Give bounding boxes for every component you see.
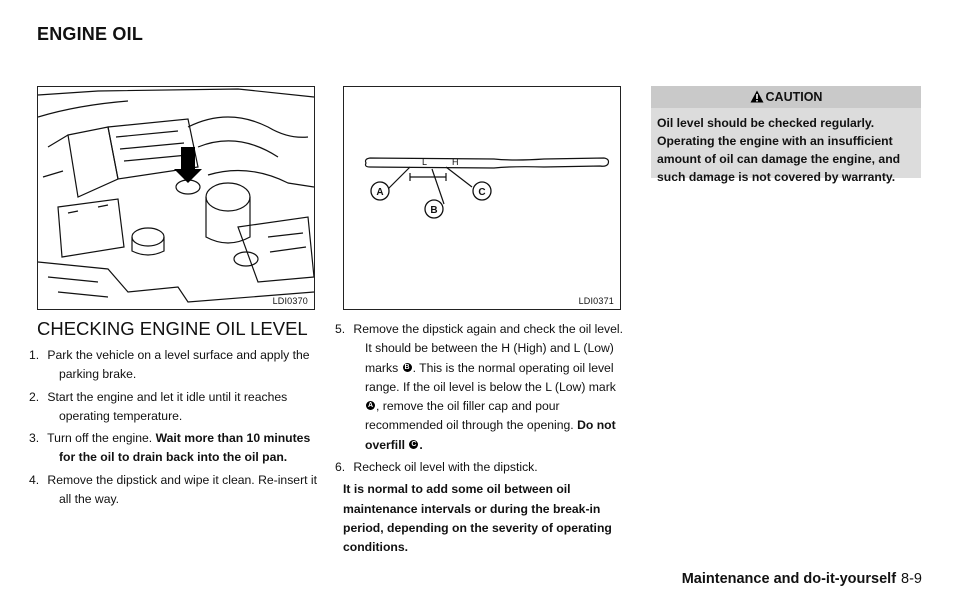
list-item: 5. Remove the dipstick again and check the oil level. It should be between the H (High) and L (Low) marks B . This is the normal operating oil level range. If the oil level is below the L (Low) mark A , remove the oil filler cap and pour recommended oil through the opening. Do not overfill C . bbox=[335, 322, 624, 452]
step-warning: Do not overfill bbox=[365, 418, 616, 452]
caution-header bbox=[651, 86, 921, 108]
callout-b-icon: B bbox=[404, 363, 410, 371]
steps-list bbox=[335, 320, 625, 477]
step-text: . This is the normal operating oil level range. If the oil level is below the L (Low) mark bbox=[365, 360, 616, 394]
step-text: Recheck oil level with the dipstick. bbox=[353, 460, 538, 475]
dipstick-mark-low: L bbox=[422, 157, 428, 167]
middle-column bbox=[335, 320, 625, 570]
callout-a: A bbox=[376, 187, 384, 198]
step-text: Park the vehicle on a level surface and apply the parking brake. bbox=[47, 348, 310, 382]
warning-icon bbox=[750, 90, 764, 103]
footer-section: Maintenance and do-it-yourself bbox=[681, 571, 897, 587]
step-text: Remove the dipstick again and check the oil level. It should be between the H (High) and L (Low) marks bbox=[353, 322, 624, 375]
dipstick-illustration bbox=[344, 87, 620, 309]
dipstick-mark-high: H bbox=[452, 157, 459, 167]
caution-box bbox=[651, 86, 921, 184]
step-text: , remove the oil filler cap and pour recommended oil through the opening. bbox=[365, 399, 574, 433]
callout-a-icon: A bbox=[367, 402, 374, 410]
page-number: 8-9 bbox=[901, 571, 922, 587]
dipstick-figure bbox=[343, 86, 621, 310]
caution-title: CAUTION bbox=[765, 90, 823, 104]
steps-list bbox=[29, 346, 319, 509]
step-end: . bbox=[419, 437, 423, 452]
list-item: 4. Remove the dipstick and wipe it clean. Re-insert it all the way. bbox=[29, 472, 317, 507]
figure-code: LDI0370 bbox=[272, 296, 308, 306]
note-paragraph: It is normal to add some oil between oil maintenance intervals or during the break-in period, depending on the severity of operating conditions. bbox=[343, 482, 612, 555]
callout-c-icon: C bbox=[411, 440, 417, 448]
page-footer bbox=[682, 571, 922, 587]
left-column bbox=[29, 318, 319, 512]
callout-b: B bbox=[430, 205, 438, 216]
step-warning: Wait more than 10 minutes for the oil to drain back into the oil pan. bbox=[59, 431, 311, 465]
section-title: CHECKING ENGINE OIL LEVEL bbox=[37, 318, 308, 339]
list-item: 1. Park the vehicle on a level surface and apply the parking brake. bbox=[29, 348, 310, 382]
list-item: 6. Recheck oil level with the dipstick. bbox=[335, 460, 538, 475]
step-text: Turn off the engine. bbox=[47, 431, 153, 446]
page-title: ENGINE OIL bbox=[37, 24, 144, 44]
engine-compartment-illustration bbox=[38, 87, 314, 309]
list-item: 3. Turn off the engine. Wait more than 10 minutes for the oil to drain back into the oil pan. bbox=[29, 431, 311, 465]
engine-compartment-figure bbox=[37, 86, 315, 310]
list-item: 2. Start the engine and let it idle until it reaches operating temperature. bbox=[29, 389, 288, 423]
caution-text: Oil level should be checked regularly. Operating the engine with an insufficient amount of oil can damage the engine, and such damage is not covered by warranty. bbox=[657, 116, 901, 184]
step-text: Start the engine and let it idle until it reaches operating temperature. bbox=[47, 389, 288, 423]
callout-c: C bbox=[478, 187, 486, 198]
figure-code: LDI0371 bbox=[578, 296, 614, 306]
step-text: Remove the dipstick and wipe it clean. Re-insert it all the way. bbox=[47, 472, 317, 507]
